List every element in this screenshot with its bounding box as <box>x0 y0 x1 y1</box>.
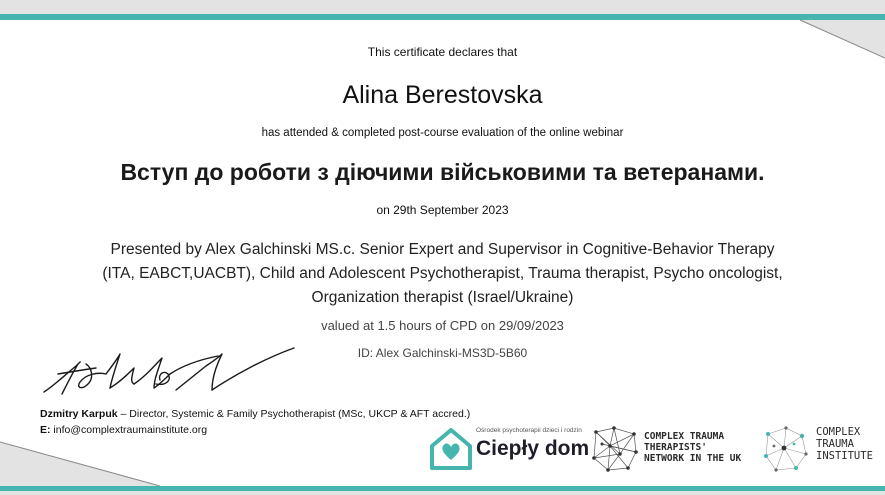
institute-name-line: INSTITUTE <box>816 450 873 462</box>
course-date: on 29th September 2023 <box>376 203 509 217</box>
email-line <box>40 424 207 436</box>
course-title: Вступ до роботи з діючими військовими та ветеранами. <box>120 159 765 185</box>
email-label: E: <box>40 424 51 436</box>
network-name-line: THERAPISTS' <box>644 442 707 453</box>
institute-network-icon <box>760 424 812 474</box>
presenter-line: (ITA, EABCT,UACBT), Child and Adolescent Psychotherapist, Trauma therapist, Psycho oncologist, <box>102 265 783 282</box>
network-name-line: NETWORK IN THE UK <box>644 453 742 464</box>
presenter-line: Presented by Alex Galchinski MS.c. Senior Expert and Supervisor in Cognitive-Behavior Therapy <box>110 241 775 258</box>
institute-name-line: TRAUMA <box>816 438 854 450</box>
cpd-value: valued at 1.5 hours of CPD on 29/09/2023 <box>321 318 564 333</box>
presenter-line: Organization therapist (Israel/Ukraine) <box>311 289 574 306</box>
signature-image <box>36 344 301 402</box>
signatory-role: – Director, Systemic & Family Psychotherapist (MSc, UKCP & AFT accred.) <box>117 408 471 420</box>
network-mesh-icon <box>590 424 640 474</box>
certificate-id: ID: Alex Galchinski-MS3D-5B60 <box>357 346 528 360</box>
complex-trauma-network-logo <box>590 424 750 474</box>
institute-name-line: COMPLEX <box>816 426 861 438</box>
signatory-line <box>40 408 470 420</box>
presenter-statement <box>60 238 825 310</box>
cieply-name: Ciepły dom <box>476 437 590 460</box>
network-name <box>644 431 741 464</box>
cieply-tagline: Ośrodek psychoterapii dzieci i rodzin <box>476 427 582 434</box>
cieply-dom-logo <box>428 424 588 474</box>
network-name-line: COMPLEX TRAUMA <box>644 431 725 442</box>
recipient-name: Alina Berestovska <box>342 81 543 109</box>
institute-name <box>816 426 873 462</box>
complex-trauma-institute-logo <box>760 424 880 474</box>
declaration-text: This certificate declares that <box>367 45 518 59</box>
attendance-statement: has attended & completed post-course evaluation of the online webinar <box>261 127 624 139</box>
email-address[interactable]: info@complextraumainstitute.org <box>50 424 208 436</box>
house-heart-icon <box>428 424 474 472</box>
signatory-name: Dzmitry Karpuk <box>40 408 118 420</box>
